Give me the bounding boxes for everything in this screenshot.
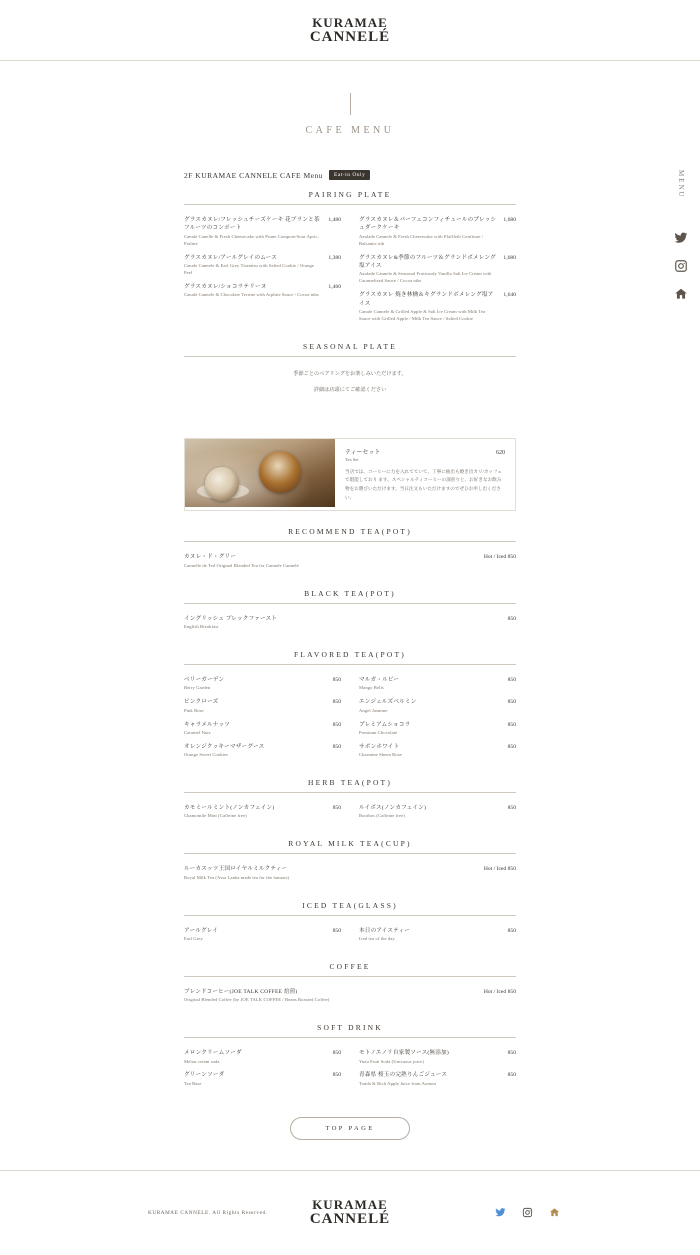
menu-item[interactable] <box>184 280 341 302</box>
menu-item[interactable] <box>184 1046 341 1068</box>
tea-set-feature-card <box>184 438 516 512</box>
item-text-group <box>359 291 497 323</box>
item-name-en: Original Blended Coffee (by JOE TALK COFFEE / Beans Roasted Coffee) <box>184 997 330 1003</box>
menu-item[interactable] <box>184 695 341 717</box>
recommend-tea-section <box>184 527 516 572</box>
teacup-shape-2 <box>259 451 301 493</box>
item-name-en: Tea Base <box>184 1080 202 1086</box>
footer-copyright: KURAMAE CANNELE. All Rights Reserved. <box>148 1209 268 1216</box>
item-name-en: Iced tea of the day <box>359 936 395 942</box>
item-name-en: Orange Sweet Cookies <box>184 752 229 758</box>
house-icon[interactable] <box>674 287 688 301</box>
section-title-pairing-plate: PAIRING PLATE <box>184 190 516 205</box>
item-text-group <box>359 721 502 737</box>
menu-item[interactable] <box>184 862 516 884</box>
top-page-button-wrap <box>184 1117 516 1170</box>
item-price: 850 <box>332 699 341 706</box>
menu-item[interactable] <box>359 213 516 251</box>
section-title-royal-milk-tea: ROYAL MILK TEA(CUP) <box>184 839 516 854</box>
iced-tea-section <box>184 901 516 946</box>
menu-item[interactable] <box>184 213 341 251</box>
item-name-en: Caramel Nuts <box>184 729 211 735</box>
instagram-icon[interactable] <box>522 1207 533 1218</box>
herb-right-column <box>359 801 516 823</box>
item-name-en: Royal Milk Tea (Assa Lanka made tea for the famous) <box>184 874 290 880</box>
item-price: 850 <box>507 743 516 750</box>
item-price: 850 <box>507 676 516 683</box>
menu-heading-row <box>184 170 516 180</box>
item-price: 850 <box>332 1050 341 1057</box>
item-name-jp: グリーンソーダ <box>184 1072 225 1079</box>
menu-item[interactable] <box>184 612 516 634</box>
menu-item[interactable] <box>184 718 341 740</box>
pairing-right-column <box>359 213 516 326</box>
tea-set-description-block <box>335 439 515 511</box>
item-name-en: Tonda & Rich Apple Juice from Aomori <box>359 1080 437 1086</box>
menu-item[interactable] <box>359 718 516 740</box>
menu-item[interactable] <box>359 740 516 762</box>
section-title-iced-tea: ICED TEA(GLASS) <box>184 901 516 916</box>
item-name-jp: マルガ・ルビー <box>359 676 400 683</box>
footer-logo-bottom-text: CANNELÉ <box>309 1211 391 1228</box>
menu-item[interactable] <box>359 801 516 823</box>
item-name-jp: モトノエノリ自家製ソース(無添加) <box>359 1050 449 1057</box>
instagram-icon[interactable] <box>674 259 688 273</box>
tea-set-name-en: Tea Set <box>345 456 359 462</box>
item-name-en: Canale Cannele & Grilled Apple & Salt Ice Cream with Milk Tea Sauce with Grilled Apple / Milk Tea Sauce / Salted Cookie <box>359 308 486 321</box>
item-text-group <box>359 743 502 759</box>
teacup-shape-1 <box>205 467 239 501</box>
item-name-jp: グラスカヌレ/ショコラテリーヌ <box>184 283 267 290</box>
item-name-en: Chamomile Mint (Caffeine free) <box>184 813 247 819</box>
pairing-plate-items <box>184 213 516 326</box>
section-title-soft-drink: SOFT DRINK <box>184 1023 516 1038</box>
item-text-group <box>359 676 502 692</box>
item-name-en: Rooibos (Caffeine free) <box>359 813 405 819</box>
item-price: 850 <box>507 721 516 728</box>
item-name-jp: ルイボス(ノンカフェイン) <box>359 805 427 812</box>
tea-set-name-jp: ティーセット <box>345 449 381 456</box>
item-name-en: Charmine Sheen Rose <box>359 752 402 758</box>
menu-item[interactable] <box>184 251 341 280</box>
item-name-jp: アールグレイ <box>184 927 219 934</box>
page-title-block <box>0 61 700 136</box>
soft-drink-items <box>184 1046 516 1091</box>
item-text-group <box>184 698 327 714</box>
item-name-en: Canale Cannele & Earl Grey Tiramisu with Salted Cookie / Orange Peel <box>184 262 315 275</box>
item-price: 850 <box>507 615 516 622</box>
item-name-en: Yuzu Fruit Soda (Unctuous juice) <box>359 1058 424 1064</box>
item-name-en: Canale Cannele & Chocolate Terrine with Arphite Sauce / Cocoa nibs <box>184 292 319 298</box>
item-text-group <box>184 553 456 569</box>
item-text-group <box>359 1049 502 1065</box>
item-name-en: Cannelle de Ted Original Blended Tea for Cannele Cannelé <box>184 562 299 568</box>
item-name-en: Azulade Cannele & Fresh Cheesecake with Pfaffleib Confiture / Balsamic nib <box>359 233 484 246</box>
item-text-group <box>184 254 322 277</box>
menu-item[interactable] <box>184 1068 341 1090</box>
item-price: 1,460 <box>328 283 341 290</box>
item-name-jp: グラスカヌレ&季節のフルーツ＆グランドボメレング塩アイス <box>359 254 496 269</box>
item-name-en: Berry Garden <box>184 685 211 691</box>
item-price: 1,480 <box>328 217 341 223</box>
item-price: 850 <box>332 743 341 750</box>
flavored-left-column <box>184 673 341 762</box>
item-name-jp: 青森県 桜玉の完熟りんごジュース <box>359 1072 448 1079</box>
item-name-jp: イングリッシュ ブレックファースト <box>184 615 278 622</box>
page-title: CAFE MENU <box>305 125 395 136</box>
item-name-jp: ベリーガーデン <box>184 676 225 683</box>
item-name-jp: カモミールミント(ノンカフェイン) <box>184 805 275 812</box>
twitter-icon[interactable] <box>674 231 688 245</box>
item-name-jp: オレンジクッキーマザーグース <box>184 743 265 750</box>
menu-item[interactable] <box>184 550 516 572</box>
menu-item[interactable] <box>359 695 516 717</box>
item-name-jp: グラスカヌレ/フレッシュチーズケーキ 花ブランと茶フルーツのコンポート <box>184 217 320 232</box>
menu-item[interactable] <box>184 924 341 946</box>
footer-logo-top-text: KURAMAE <box>312 1197 388 1213</box>
menu-item[interactable] <box>359 1068 516 1090</box>
menu-item[interactable] <box>184 801 341 823</box>
item-name-en: Earl Grey <box>184 936 203 942</box>
item-name-jp: エンジェルズベルミン <box>359 699 417 706</box>
footer-social-links <box>495 1207 560 1218</box>
item-text-group <box>184 865 456 881</box>
section-title-seasonal-plate: SEASONAL PLATE <box>184 342 516 357</box>
item-text-group <box>359 254 497 286</box>
item-price: 1,640 <box>503 292 516 299</box>
seasonal-note-line2: 詳細は店頭にてご確認ください <box>313 387 387 394</box>
seasonal-note-line1: 季節ごとのペアリングをお楽しみいただけます。 <box>293 370 407 377</box>
eat-in-only-badge: Eat-in Only <box>329 170 370 180</box>
item-name-en: Pink Rose <box>184 707 204 713</box>
item-price: 1,680 <box>503 217 516 223</box>
menu-item[interactable] <box>359 924 516 946</box>
item-name-en: Canale Canelle & Fresh Cheesecake with Prune Compote/Sour Apric, Praline <box>184 233 319 246</box>
item-text-group <box>184 283 322 299</box>
menu-item[interactable] <box>184 985 516 1007</box>
item-price: 850 <box>507 805 516 812</box>
menu-item[interactable] <box>184 673 341 695</box>
item-price: 850 <box>332 676 341 683</box>
item-name-en: Azulade Cannele & Seasonal Fruitcurdy Vanilla Salt Ice Cream with Caramelized Sauce / Cocoa nibs <box>359 271 492 284</box>
item-text-group <box>359 927 502 943</box>
item-name-en: Melon cream soda <box>184 1058 220 1064</box>
item-name-jp: 本日のアイスティー <box>359 927 411 934</box>
menu-item[interactable] <box>359 288 516 326</box>
herb-tea-items <box>184 801 516 823</box>
item-text-group <box>184 743 327 759</box>
tea-set-price: 620 <box>496 449 505 456</box>
right-side-rail <box>670 170 692 301</box>
item-price: 850 <box>332 927 341 934</box>
site-footer <box>0 1170 700 1255</box>
menu-heading-text: 2F KURAMAE CANNELE CAFE Menu <box>184 170 324 180</box>
section-title-coffee: COFFEE <box>184 962 516 977</box>
item-text-group <box>184 988 456 1004</box>
item-name-jp: カヌレ・ド・グリー <box>184 554 237 561</box>
section-title-flavored-tea: FLAVORED TEA(POT) <box>184 650 516 665</box>
soft-drink-section <box>184 1023 516 1091</box>
menu-item[interactable] <box>184 740 341 762</box>
rail-vertical-label: MENU <box>677 170 685 199</box>
item-text-group <box>359 1071 502 1087</box>
title-divider <box>350 93 351 115</box>
item-text-group <box>184 676 327 692</box>
herb-tea-section <box>184 778 516 823</box>
item-price: 850 <box>332 805 341 812</box>
tea-set-photo <box>185 439 335 507</box>
item-text-group <box>359 804 502 820</box>
item-name-en: English Breakfast <box>184 624 219 630</box>
item-name-en: Angel Jasmine <box>359 707 388 713</box>
site-header <box>0 0 700 61</box>
section-title-black-tea: BLACK TEA(POT) <box>184 589 516 604</box>
tea-set-title-row <box>345 447 505 462</box>
item-price: Hot / Iced 850 <box>483 554 516 561</box>
iced-tea-items <box>184 924 516 946</box>
item-name-en: Mango Bells <box>359 685 384 691</box>
item-text-group <box>359 698 502 714</box>
item-name-jp: ピンクローズ <box>184 699 219 706</box>
herb-left-column <box>184 801 341 823</box>
item-text-group <box>184 927 327 943</box>
menu-content <box>184 136 516 1170</box>
iced-right-column <box>359 924 516 946</box>
coffee-section <box>184 962 516 1007</box>
black-tea-section <box>184 589 516 634</box>
item-price: 850 <box>332 721 341 728</box>
item-text-group <box>184 721 327 737</box>
item-text-group <box>184 615 456 631</box>
flavored-right-column <box>359 673 516 762</box>
pairing-left-column <box>184 213 341 326</box>
logo-bottom-text: CANNELÉ <box>309 28 391 45</box>
tea-set-description: 当店では、コーヒーに力を入れてていて、丁寧に抽出も焼き出カリ/カッフェで堪能しており ます。スペシャルティコーヒーの深煎りと、お好きなお飲み物をお選びいただけます。当日注文もいただけますのでぜひお申し出ください。 <box>345 468 502 500</box>
item-name-en: Premium Chocolate <box>359 729 398 735</box>
item-name-jp: プレミアムショコラ <box>359 721 411 728</box>
flavored-tea-items <box>184 673 516 762</box>
item-name-jp: サボンホワイト <box>359 743 400 750</box>
menu-item[interactable] <box>359 673 516 695</box>
soft-drink-left-column <box>184 1046 341 1091</box>
item-name-jp: メロンクリームソーダ <box>184 1050 242 1057</box>
item-name-jp: グラスカヌレ 焼き林檎＆キグランドボメレング塩アイス <box>359 292 494 307</box>
item-text-group <box>184 1071 327 1087</box>
item-price: 1,680 <box>503 254 516 261</box>
royal-milk-tea-section <box>184 839 516 884</box>
item-name-jp: ルーカスッツ王国ロイヤルミルクティー <box>184 866 288 873</box>
flavored-tea-section <box>184 650 516 762</box>
soft-drink-right-column <box>359 1046 516 1091</box>
house-icon[interactable] <box>549 1207 560 1218</box>
top-page-button[interactable]: TOP PAGE <box>290 1117 409 1140</box>
footer-logo[interactable] <box>310 1198 390 1227</box>
menu-item[interactable] <box>359 251 516 289</box>
item-price: Hot / Iced 850 <box>483 988 516 995</box>
seasonal-plate-section <box>184 342 516 396</box>
section-title-herb-tea: HERB TEA(POT) <box>184 778 516 793</box>
logo-top-text: KURAMAE <box>312 14 388 30</box>
item-price: 850 <box>507 699 516 706</box>
item-price: 850 <box>507 927 516 934</box>
item-price: 850 <box>507 1072 516 1079</box>
item-name-jp: グラスカヌレ＆パーフェコンフィチュールのプレッシュダークケーキ <box>359 217 497 232</box>
menu-item[interactable] <box>359 1046 516 1068</box>
twitter-icon[interactable] <box>495 1207 506 1218</box>
site-logo[interactable] <box>310 16 390 45</box>
item-text-group <box>184 216 322 248</box>
item-name-jp: グラスカヌレ/アールグレイのムース <box>184 254 278 261</box>
item-text-group <box>359 216 497 248</box>
item-text-group <box>184 1049 327 1065</box>
item-price: Hot / Iced 850 <box>483 866 516 873</box>
iced-left-column <box>184 924 341 946</box>
item-price: 850 <box>332 1072 341 1079</box>
item-price: 1,380 <box>328 254 341 261</box>
item-text-group <box>184 804 327 820</box>
item-name-jp: ブレンドコーヒー(JOE TALK COFFEE 焙煎) <box>184 988 298 995</box>
item-price: 850 <box>507 1050 516 1057</box>
section-title-recommend-tea: RECOMMEND TEA(POT) <box>184 527 516 542</box>
item-name-jp: キャラメルナッツ <box>184 721 231 728</box>
